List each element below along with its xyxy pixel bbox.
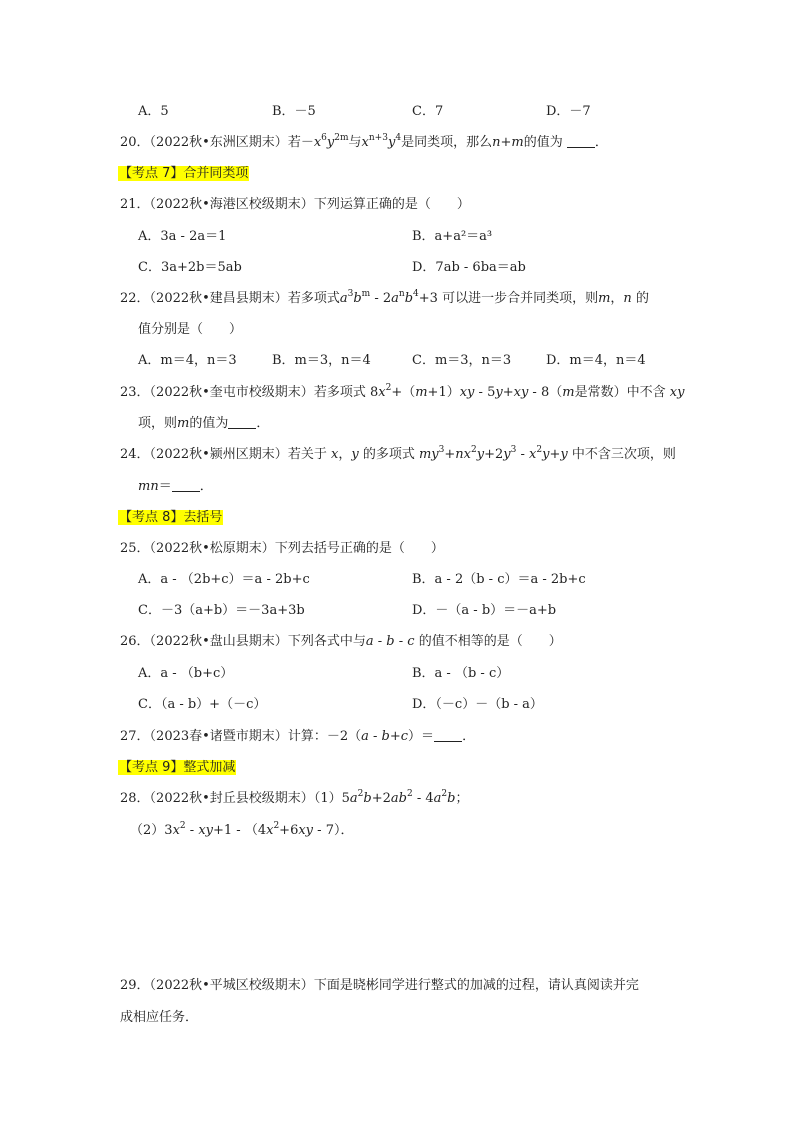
q19-option-a: A．5 [138,104,169,119]
question-27: 27．（2023春•诸暨市期末）计算：－2（a - b+c）＝ ． [120,729,476,744]
question-23-line2: 项，则m的值为 ． [138,416,270,431]
question-29: 29．（2022秋•平城区校级期末）下面是晓彬同学进行整式的加减的过程，请认真阅读并完 [120,978,639,993]
q19-option-c: C．7 [412,104,444,119]
q22-option-a: A．m＝4，n＝3 [138,353,237,368]
q26-option-a: A．a - （b+c） [138,666,234,681]
q21-option-c: C．3a+2b＝5ab [138,260,242,275]
question-24-line2: mn＝ ． [138,479,213,494]
q25-option-c: C．－3（a+b）＝－3a+3b [138,603,305,618]
q25-option-b: B．a - 2（b - c）＝a - 2b+c [412,572,586,587]
question-26: 26．（2022秋•盘山县期末）下列各式中与a - b - c 的值不相等的是（ ） [120,634,562,649]
question-28: 28．（2022秋•封丘县校级期末）$(1)5a^2b+2ab^2 - 4a^2b$； [120,789,469,806]
q21-option-d: D．7ab - 6ba＝ab [412,260,526,275]
question-22-line2: 值分别是（ ） [138,322,243,337]
section-heading-kp8: 【考点 8】去括号 [119,510,223,525]
answer-blank[interactable] [172,479,200,492]
section-heading-kp7: 【考点 7】合并同类项 [119,166,249,181]
q22-option-c: C．m＝3，n＝3 [412,353,512,368]
section-heading-kp9: 【考点 9】整式加减 [119,760,236,775]
q26-option-d: D．（－c）－（b - a） [412,697,543,712]
question-29-line2: 成相应任务． [120,1010,199,1025]
question-23: 23．（2022秋•奎屯市校级期末）若多项式 $8x^2+(m+1)xy - 5y+xy - 8(m$是常数）中不含 xy [120,383,685,400]
q19-option-d: D．－7 [546,104,591,119]
answer-blank[interactable] [567,135,595,148]
q25-option-a: A．a - （2b+c）＝a - 2b+c [138,572,310,587]
q19-option-b: B．－5 [272,104,316,119]
question-25: 25．（2022秋•松原期末）下列去括号正确的是（ ） [120,541,444,556]
q22-option-d: D．m＝4，n＝4 [546,353,646,368]
q26-option-b: B．a - （b - c） [412,666,510,681]
q25-option-d: D．－（a - b）＝－a+b [412,603,557,618]
q26-option-c: C．（a - b）+（－c） [138,697,267,712]
question-24: 24．（2022秋•颍州区期末）若关于 x，y 的多项式 $my^3+nx^2y+2y^3 - x^2y+y$ 中不含三次项，则 [120,445,676,462]
q22-option-b: B．m＝3，n＝4 [272,353,371,368]
question-28-part2: $(2)3x^2 - xy+1 - (4x^2+6xy - 7)$． [130,821,354,838]
q21-option-a: A．3a - 2a＝1 [138,229,227,244]
answer-blank[interactable] [228,416,256,429]
q21-option-b: B．a+a²＝a³ [412,229,493,244]
question-22: 22．（2022秋•建昌县期末）若多项式$a^3b^m - 2a^nb^4+3$ 可以进一步合并同类项，则m，n 的 [120,289,649,306]
question-20: 20．（2022秋•东洲区期末）若$-x^6y^{2m}$与$x^{n+3}y^4$是同类项，那么n+m的值为 ． [120,133,608,150]
answer-blank[interactable] [434,729,462,742]
question-21: 21．（2022秋•海港区校级期末）下列运算正确的是（ ） [120,197,470,212]
